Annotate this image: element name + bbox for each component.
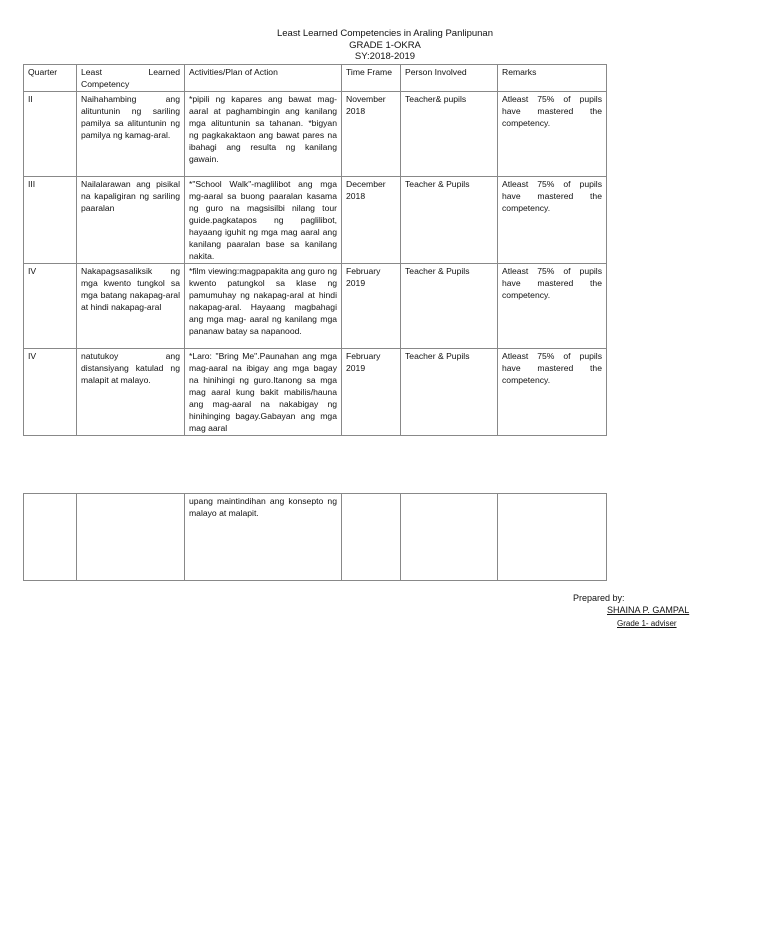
person-cell: Teacher & Pupils xyxy=(401,177,498,264)
time-frame-cell: December 2018 xyxy=(342,177,401,264)
competency-table-continuation xyxy=(23,493,607,581)
quarter-cell xyxy=(24,494,77,581)
remarks-cell: Atleast 75% of pupils have mastered the competency. xyxy=(498,92,607,177)
activities-cell: upang maintindihan ang konsepto ng malayo at malapit. xyxy=(185,494,342,581)
document-header xyxy=(0,28,768,63)
preparer-name: SHAINA P. GAMPAL xyxy=(607,605,690,615)
table-row xyxy=(24,177,607,264)
quarter-cell: III xyxy=(24,177,77,264)
competency-cell: Naihahambing ang alituntunin ng sariling pamilya sa alituntunin ng pamilya ng kamag-aral. xyxy=(77,92,185,177)
remarks-cell xyxy=(498,494,607,581)
quarter-cell: IV xyxy=(24,264,77,349)
person-cell: Teacher& pupils xyxy=(401,92,498,177)
competency-cell: Nailalarawan ang pisikal na kapaligiran ng sariling paaralan xyxy=(77,177,185,264)
time-frame-cell: February 2019 xyxy=(342,264,401,349)
quarter-cell: IV xyxy=(24,349,77,436)
table-row xyxy=(24,92,607,177)
time-frame-cell xyxy=(342,494,401,581)
preparer-position: Grade 1- adviser xyxy=(617,619,677,628)
competency-cell: Nakapagsasaliksik ng mga kwento tungkol sa mga batang nakapag-aral at hindi nakapag-aral xyxy=(77,264,185,349)
document-title: Least Learned Competencies in Araling Panlipunan xyxy=(276,28,493,39)
activities-cell: *film viewing:magpapakita ang guro ng kwento patungkol sa klase ng pamumuhay ng nakapag-aral at hindi nakapag-aral. Hayaang magbahagi ang mga mag- aaral ng kanilang mga pananaw batay sa napanood. xyxy=(185,264,342,349)
activities-cell: *pipili ng kapares ang bawat mag-aaral at paghambingin ang kanilang mga alituntunin sa tahanan. *bigyan ng pagkakaktaon ang bawat pares na ibahagi ang resulta ng kanilang gawain. xyxy=(185,92,342,177)
competency-cell: natutukoy ang distansiyang katulad ng malapit at malayo. xyxy=(77,349,185,436)
competency-cell xyxy=(77,494,185,581)
table-row xyxy=(24,349,607,436)
remarks-cell: Atleast 75% of pupils have mastered the competency. xyxy=(498,349,607,436)
activities-cell: *Laro: "Bring Me".Paunahan ang mga mag-aaral na ibigay ang mga bagay na hinihingi ng guro.Itanong sa mga mag aaral kung bakit mabilis/hauna ang mag-aaral na nakabigay ng hinihinging bagay.Gabayan ang mga mag aaral xyxy=(185,349,342,436)
column-header-time-frame: Time Frame xyxy=(342,65,401,92)
prepared-by-label: Prepared by: xyxy=(573,593,625,603)
remarks-cell: Atleast 75% of pupils have mastered the competency. xyxy=(498,177,607,264)
remarks-cell: Atleast 75% of pupils have mastered the competency. xyxy=(498,264,607,349)
column-header-quarter: Quarter xyxy=(24,65,77,92)
grade-label: GRADE 1-OKRA xyxy=(349,39,421,51)
table-header-row xyxy=(24,65,607,92)
column-header-person: Person Involved xyxy=(401,65,498,92)
time-frame-cell: February 2019 xyxy=(342,349,401,436)
person-cell xyxy=(401,494,498,581)
column-header-activities: Activities/Plan of Action xyxy=(185,65,342,92)
quarter-cell: II xyxy=(24,92,77,177)
competency-table xyxy=(23,64,607,436)
time-frame-cell: November 2018 xyxy=(342,92,401,177)
person-cell: Teacher & Pupils xyxy=(401,264,498,349)
school-year: SY:2018-2019 xyxy=(354,51,416,62)
person-cell: Teacher & Pupils xyxy=(401,349,498,436)
table-row xyxy=(24,264,607,349)
activities-cell: *"School Walk"-maglilibot ang mga mg-aaral sa buong paaralan kasama ng guro na magsisilbi nilang tour guide.pagkatapos ng paglilibot, hayaang iguhit ng mga mag aaral ang kanilang paaralan base sa kanilang nakita. xyxy=(185,177,342,264)
column-header-remarks: Remarks xyxy=(498,65,607,92)
table-row xyxy=(24,494,607,581)
column-header-competency: Least Learned Competency xyxy=(77,65,185,92)
